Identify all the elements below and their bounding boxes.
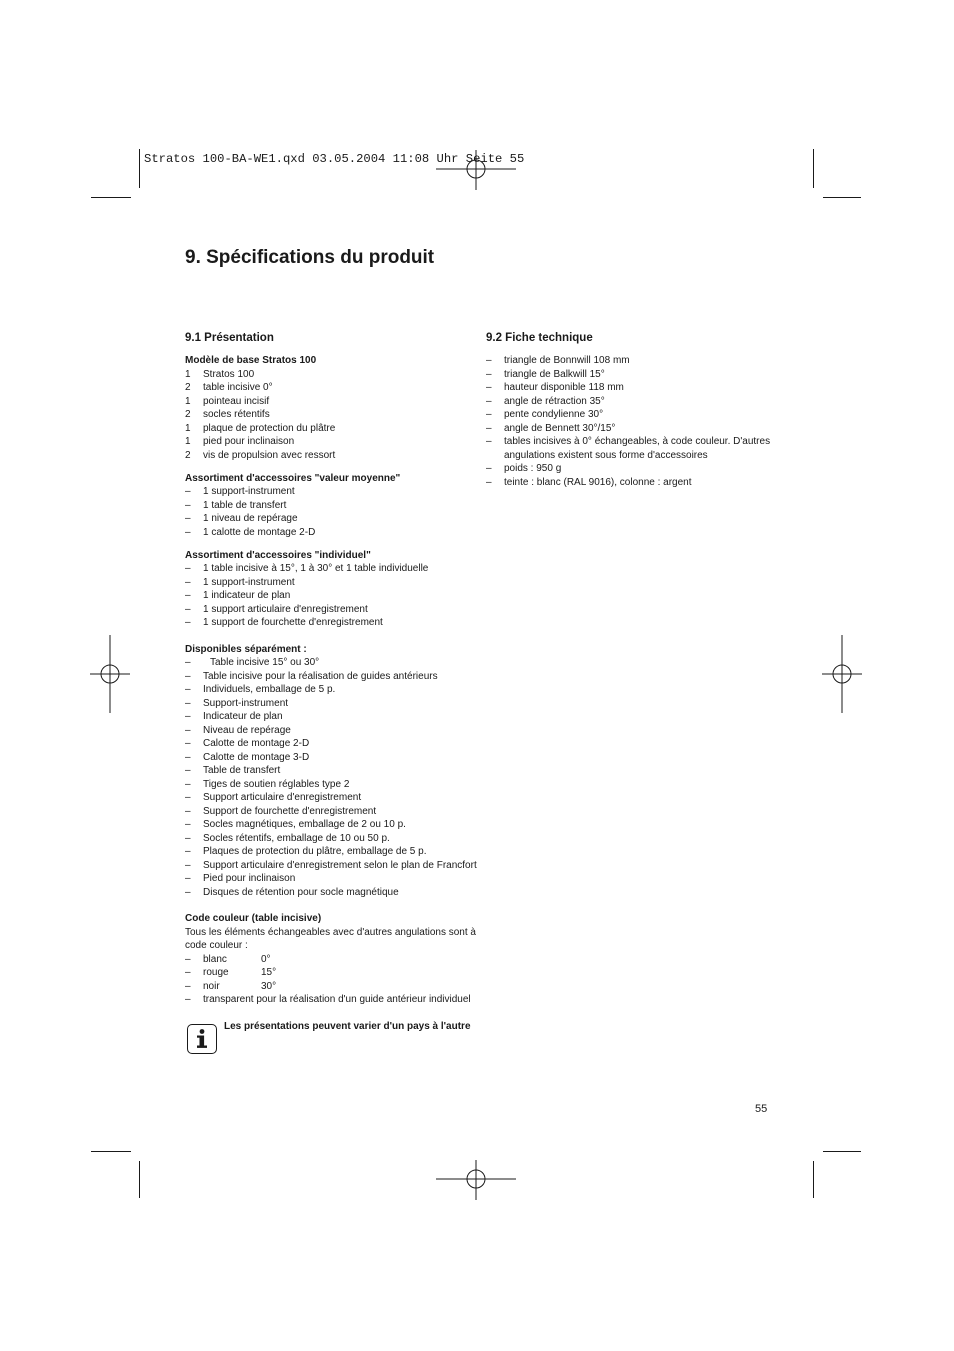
list-dash: – xyxy=(185,819,191,830)
color-code-intro: code couleur : xyxy=(185,940,248,951)
list-dash: – xyxy=(185,886,191,898)
list-item-text: 1 support-instrument xyxy=(203,486,295,497)
list-dash: – xyxy=(486,368,492,380)
list-item xyxy=(185,656,485,670)
list-item-text: triangle de Bonnwill 108 mm xyxy=(504,355,630,366)
list-dash: – xyxy=(486,422,492,434)
page-number: 55 xyxy=(755,1103,768,1115)
separate-list xyxy=(185,670,485,900)
crop-mark xyxy=(91,197,131,198)
list-dash: – xyxy=(185,670,191,682)
list-item-text: Support-instrument xyxy=(203,697,289,709)
list-item xyxy=(185,872,485,886)
list-item-text: Individuels, emballage de 5 p. xyxy=(203,684,336,695)
crop-mark xyxy=(139,149,140,188)
crop-mark xyxy=(823,197,861,198)
subsection-title: Assortiment d'accessoires "individuel" xyxy=(185,549,371,561)
color-code-item xyxy=(185,966,485,980)
list-dash: – xyxy=(486,476,492,488)
list-indent xyxy=(486,449,504,463)
list-dash: – xyxy=(185,513,191,524)
list-dash: – xyxy=(185,603,191,615)
spec-list xyxy=(486,354,786,489)
list-item-text: tables incisives à 0° échangeables, à code couleur. D'autres xyxy=(504,436,771,447)
list-item-continuation xyxy=(486,449,786,463)
list-item xyxy=(185,724,485,738)
section-heading: 9.1 Présentation xyxy=(185,332,274,344)
list-quantity: 2 xyxy=(185,409,191,420)
list-dash: – xyxy=(185,980,191,992)
list-item-text: 1 indicateur de plan xyxy=(203,590,291,601)
list-item xyxy=(486,354,786,368)
list-item xyxy=(185,859,485,873)
list-item-text: Tiges de soutien réglables type 2 xyxy=(203,778,350,790)
color-angle: 30° xyxy=(261,980,277,992)
list-item-text: poids : 950 g xyxy=(504,463,562,474)
list-item-text: 1 support de fourchette d'enregistrement xyxy=(203,617,383,628)
list-item xyxy=(185,526,485,540)
list-item xyxy=(185,710,485,724)
left-column xyxy=(185,331,485,1007)
list-dash: – xyxy=(486,355,492,366)
base-model-list xyxy=(185,368,485,463)
list-dash: – xyxy=(486,395,492,407)
list-dash: – xyxy=(185,526,191,538)
list-dash: – xyxy=(185,778,191,790)
list-item xyxy=(185,845,485,859)
list-item-text: Calotte de montage 3-D xyxy=(203,751,310,763)
list-item-text: Niveau de repérage xyxy=(203,724,291,736)
list-dash: – xyxy=(185,832,191,844)
list-item-text: 1 support-instrument xyxy=(203,576,295,588)
list-item xyxy=(185,408,485,422)
color-angle: 15° xyxy=(261,967,277,978)
list-item-text: 1 calotte de montage 2-D xyxy=(203,526,316,538)
registration-mark-icon xyxy=(90,635,130,713)
color-angle: 0° xyxy=(261,953,271,965)
crop-mark xyxy=(139,1161,140,1198)
color-code-intro: Tous les éléments échangeables avec d'autres angulations sont à xyxy=(185,926,476,938)
list-item xyxy=(185,512,485,526)
list-item xyxy=(486,408,786,422)
list-item-text: triangle de Balkwill 15° xyxy=(504,368,605,380)
list-dash: – xyxy=(185,751,191,763)
list-dash: – xyxy=(185,486,191,497)
list-item-text: Support articulaire d'enregistrement selon le plan de Francfort xyxy=(203,859,477,871)
crop-mark xyxy=(813,1161,814,1198)
list-item-text: vis de propulsion avec ressort xyxy=(203,449,336,461)
list-dash: – xyxy=(185,590,191,601)
list-dash: – xyxy=(185,617,191,628)
subsection-title: Code couleur (table incisive) xyxy=(185,913,322,924)
list-item-text: Table de transfert xyxy=(203,765,281,776)
list-item-text: teinte : blanc (RAL 9016), colonne : argent xyxy=(504,476,692,488)
list-item-text: Socles magnétiques, emballage de 2 ou 10 p. xyxy=(203,819,406,830)
color-name: noir xyxy=(203,980,220,992)
list-item xyxy=(185,697,485,711)
list-quantity: 1 xyxy=(185,422,191,434)
crop-mark xyxy=(91,1151,131,1152)
list-item xyxy=(185,422,485,436)
list-item-text: hauteur disponible 118 mm xyxy=(504,382,624,393)
list-dash: – xyxy=(185,846,191,857)
list-item-text: angle de rétraction 35° xyxy=(504,395,605,407)
list-item-text: Support de fourchette d'enregistrement xyxy=(203,805,377,817)
color-name: rouge xyxy=(203,967,229,978)
color-code-list xyxy=(185,953,485,994)
subsection-title: Disponibles séparément : xyxy=(185,643,307,655)
list-dash: – xyxy=(486,463,492,474)
list-item-text: table incisive 0° xyxy=(203,382,273,393)
list-dash: – xyxy=(486,382,492,393)
list-dash: – xyxy=(185,873,191,884)
list-item-text: Indicateur de plan xyxy=(203,711,283,722)
list-item xyxy=(185,449,485,463)
list-item xyxy=(486,435,786,449)
list-item-text: angulations existent sous forme d'accessoires xyxy=(504,449,708,461)
list-item-text: Calotte de montage 2-D xyxy=(203,738,310,749)
list-item xyxy=(185,562,485,576)
list-item xyxy=(185,751,485,765)
list-item-text: Stratos 100 xyxy=(203,368,255,380)
list-item xyxy=(185,576,485,590)
list-dash: – xyxy=(185,765,191,776)
list-item-text: pente condylienne 30° xyxy=(504,409,604,420)
section-heading: 9.2 Fiche technique xyxy=(486,332,593,344)
list-item-text: angle de Bennett 30°/15° xyxy=(504,422,616,434)
list-quantity: 1 xyxy=(185,368,191,380)
info-icon xyxy=(187,1024,217,1054)
list-item xyxy=(486,476,786,490)
list-item-text: Socles rétentifs, emballage de 10 ou 50 p. xyxy=(203,832,390,844)
list-item xyxy=(185,683,485,697)
list-item xyxy=(185,616,485,630)
color-name: blanc xyxy=(203,953,227,965)
list-item-text: Pied pour inclinaison xyxy=(203,873,296,884)
list-item xyxy=(185,589,485,603)
list-dash: – xyxy=(185,499,191,511)
list-dash: – xyxy=(185,657,191,668)
list-dash: – xyxy=(185,792,191,803)
list-item xyxy=(486,395,786,409)
list-dash: – xyxy=(185,724,191,736)
list-item-text: Plaques de protection du plâtre, emballage de 5 p. xyxy=(203,846,427,857)
list-dash: – xyxy=(486,436,492,447)
list-item-text: 1 niveau de repérage xyxy=(203,513,298,524)
list-item-text: Disques de rétention pour socle magnétique xyxy=(203,886,399,898)
color-code-item xyxy=(185,980,485,994)
list-item xyxy=(185,818,485,832)
list-item-text: pied pour inclinaison xyxy=(203,436,295,447)
list-dash: – xyxy=(185,994,191,1005)
list-item xyxy=(486,368,786,382)
list-item xyxy=(185,805,485,819)
list-item xyxy=(486,422,786,436)
list-item-text: transparent pour la réalisation d'un guide antérieur individuel xyxy=(203,994,471,1005)
list-item xyxy=(185,993,485,1007)
registration-mark-icon xyxy=(436,1160,516,1200)
list-dash: – xyxy=(185,738,191,749)
avg-kit-list xyxy=(185,485,485,539)
list-item xyxy=(185,670,485,684)
list-item xyxy=(185,737,485,751)
list-item xyxy=(185,832,485,846)
subsection-title: Assortiment d'accessoires "valeur moyenne" xyxy=(185,472,401,484)
list-dash: – xyxy=(185,859,191,871)
list-dash: – xyxy=(185,684,191,695)
list-item xyxy=(185,499,485,513)
list-dash: – xyxy=(185,563,191,574)
list-item-text: 1 table de transfert xyxy=(203,499,287,511)
list-item xyxy=(185,764,485,778)
list-item-text: Table incisive pour la réalisation de guides antérieurs xyxy=(203,670,438,682)
list-dash: – xyxy=(486,409,492,420)
list-item-text: Support articulaire d'enregistrement xyxy=(203,792,362,803)
list-item-text: 1 table incisive à 15°, 1 à 30° et 1 table individuelle xyxy=(203,563,429,574)
registration-mark-icon xyxy=(822,635,862,713)
list-item xyxy=(185,395,485,409)
page-title: 9. Spécifications du produit xyxy=(185,247,435,268)
list-item xyxy=(185,791,485,805)
list-item-text: pointeau incisif xyxy=(203,395,270,407)
list-item-text: 1 support articulaire d'enregistrement xyxy=(203,603,368,615)
list-item-text: socles rétentifs xyxy=(203,409,270,420)
list-quantity: 1 xyxy=(185,436,191,447)
list-dash: – xyxy=(185,711,191,722)
list-item-text: plaque de protection du plâtre xyxy=(203,422,336,434)
list-dash: – xyxy=(185,576,191,588)
list-item xyxy=(185,381,485,395)
info-note: Les présentations peuvent varier d'un pays à l'autre xyxy=(224,1021,471,1032)
list-dash: – xyxy=(185,697,191,709)
list-item xyxy=(185,435,485,449)
list-dash: – xyxy=(185,953,191,965)
list-item xyxy=(185,603,485,617)
list-item-text: Table incisive 15° ou 30° xyxy=(210,657,320,668)
list-quantity: 2 xyxy=(185,382,191,393)
list-item xyxy=(185,368,485,382)
list-item xyxy=(185,778,485,792)
indiv-kit-list xyxy=(185,562,485,630)
list-item xyxy=(486,381,786,395)
list-dash: – xyxy=(185,967,191,978)
list-dash: – xyxy=(185,805,191,817)
crop-mark xyxy=(813,149,814,188)
color-code-item xyxy=(185,953,485,967)
subsection-title: Modèle de base Stratos 100 xyxy=(185,355,317,366)
file-slug: Stratos 100-BA-WE1.qxd 03.05.2004 11:08 Uhr Seite 55 xyxy=(144,152,525,166)
crop-mark xyxy=(823,1151,861,1152)
list-quantity: 1 xyxy=(185,395,191,407)
list-item xyxy=(185,886,485,900)
list-quantity: 2 xyxy=(185,449,191,461)
list-item xyxy=(185,485,485,499)
right-column xyxy=(486,331,786,489)
list-item xyxy=(486,462,786,476)
